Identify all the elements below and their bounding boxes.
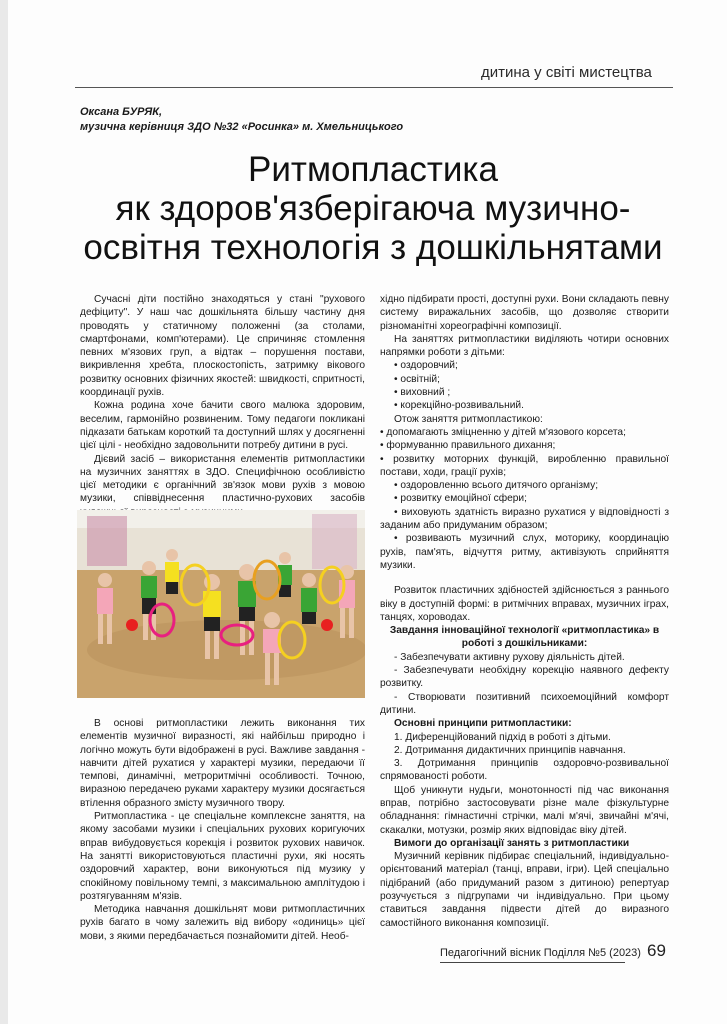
author-affiliation: музична керівниця ЗДО №32 «Росинка» м. Хмельницького [80, 121, 404, 133]
list-item: • розвитку емоційної сфери; [394, 493, 527, 505]
list-item: • оздоровчий; [394, 360, 458, 372]
paragraph: На заняттях ритмопластики виділяють чотири основних напрямки роботи з дітьми: [380, 333, 669, 359]
column-right [380, 293, 669, 930]
subheading: Основні принципи ритмопластики: [394, 718, 572, 730]
list-item: - Створювати позитивний психоемоційний комфорт дитини. [380, 691, 669, 716]
list-item: 1. Диференційований підхід в роботі з дітьми. [394, 731, 611, 743]
paragraph: Сучасні діти постійно знаходяться у стані "рухового дефіциту". У наш час дошкільнята більшу частину дня проводять у статичному положенні (за столами, смартфонами, комп'ютерами). Це спричиняє стомлення певних м'язових груп, а відтак – порушення постави, викривлення хребта, плоскостопість, затримку вікового розвитку основних фізичних якостей: швидкості, спритності, координації рухів. [80, 294, 365, 399]
list-item: • виховний ; [394, 387, 451, 399]
subheading: Завдання інноваційної технології «ритмопластика» в роботі з дошкільниками: [389, 625, 660, 650]
list-item: • корекційно-розвивальний. [394, 400, 524, 412]
paragraph: Розвиток пластичних здібностей здійснюється з раннього віку в доступній формі: в ритмічних вправах, музичних іграх, танцях, хороводах. [380, 585, 669, 623]
list-item: • розвитку моторних функцій, виробленню правильної постави, ходи, грації рухів; [380, 453, 669, 478]
title-line-2: як здоров'язберігаюча музично- [115, 189, 631, 228]
column-left-bottom [80, 717, 365, 943]
paragraph: Кожна родина хоче бачити свого малюка здоровим, веселим, гармонійно розвиненим. Тому педагоги покликані підказати батькам короткий та доступний шлях у досягненні цієї цілі - необхідно задовольнити потребу дитини в русі. [80, 400, 365, 452]
list-item: • розвивають музичний слух, моторику, координацію рухів, пам'ять, відчуття ритму, активізують сприйняття музики. [380, 533, 669, 571]
paragraph: Ритмопластика - це спеціальне комплексне заняття, на якому засобами музики і спеціальних рухових коригуючих вправ вибудовується корекція і розвиток рухових навичок. На занятті використовуються пластичні рухи, які носять оздоровчий характер, вони виконуються під музику у спокійному повільному темпі, з максимальною амплітудою і розтягуванням м'язів. [80, 811, 365, 902]
section-heading: дитина у світі мистецтва [481, 64, 652, 81]
paragraph: Музичний керівник підбирає спеціальний, індивідуально-орієнтований матеріал (танці, вправи, ігри). Цей спеціально підібраний (або придуманий разом з дитиною) репертуар розучується з підгрупами чи індивідуально. При цьому ставиться завдання підвести дітей до виразного самостійного виконання композиції. [380, 851, 669, 929]
title-line-3: освітня технологія з дошкільнятами [83, 228, 663, 267]
list-item: • формуванню правильного дихання; [380, 440, 556, 452]
column-left-top [80, 293, 365, 519]
journal-name: Педагогічний вісник Поділля №5 (2023) [440, 947, 641, 959]
list-item: - Забезпечувати необхідну корекцію наявного дефекту розвитку. [380, 665, 669, 690]
list-item: 2. Дотримання дидактичних принципів навчання. [394, 744, 626, 756]
paragraph: Дієвий засіб – використання елементів ритмопластики на музичних заняттях в ЗДО. Специфічною особливістю цієї методики є органічний зв'язок мови рухів з мовою музики, співвіднесення пластично-рухових засобів [80, 453, 365, 505]
footer-rule [440, 962, 625, 963]
paragraph: Методика навчання дошкільнят мови ритмопластичних рухів багато в чому залежить від вибору «одиниць» цієї мови, з якими передбачається познайомити дітей. Необ- [80, 904, 365, 942]
list-item: - Забезпечувати активну рухову діяльність дітей. [394, 651, 625, 663]
author-name: Оксана БУРЯК, [80, 106, 163, 118]
page-number: 69 [647, 941, 666, 960]
author-block [80, 105, 403, 135]
paragraph: хідно підбирати прості, доступні рухи. Вони складають певну систему виражальних засобів, що дозволяє створити різноманітні хореографічні композиції. [380, 294, 669, 332]
children-dance-photo [77, 510, 365, 698]
scan-edge [0, 0, 8, 1024]
paragraph: Щоб уникнути нудьги, монотонності під час виконання вправ, потрібно застосовувати різне мале фізкультурне обладнання: гімнастичні стрічки, малі м'ячі, звичайні м'ячі, скакалки, мотузки, розмір яких відповідає віку дітей. [380, 784, 669, 836]
subheading: Вимоги до організації занять з ритмопластики [394, 837, 630, 849]
list-item: • освітній; [394, 373, 440, 385]
title-line-1: Ритмопластика [248, 150, 498, 189]
paragraph: Отож заняття ритмопластикою: [394, 413, 543, 425]
article-title [60, 150, 686, 267]
list-item: 3. Дотримання принципів оздоровчо-розвивальної спрямованості роботи. [380, 758, 669, 783]
paragraph: В основі ритмопластики лежить виконання тих елементів музичної виразності, які найбільш природно і логічно можуть бути відображені в русі. Важливе завдання - навчити дітей рухатися у характері музики, передаючи її темпові, динамічні, метроритмічні особливості. Точною, виразною передачею руками характеру музики досягається втілення образного змісту музичного твору. [80, 718, 365, 809]
header-rule [75, 87, 673, 88]
list-item: • оздоровленню всього дитячого організму; [394, 480, 599, 492]
list-item: • допомагають зміцненню у дітей м'язового корсета; [380, 426, 626, 438]
photo-illustration [77, 510, 365, 698]
list-item: • виховують здатність виразно рухатися у відповідності з заданим або придуманим образом; [380, 506, 669, 532]
